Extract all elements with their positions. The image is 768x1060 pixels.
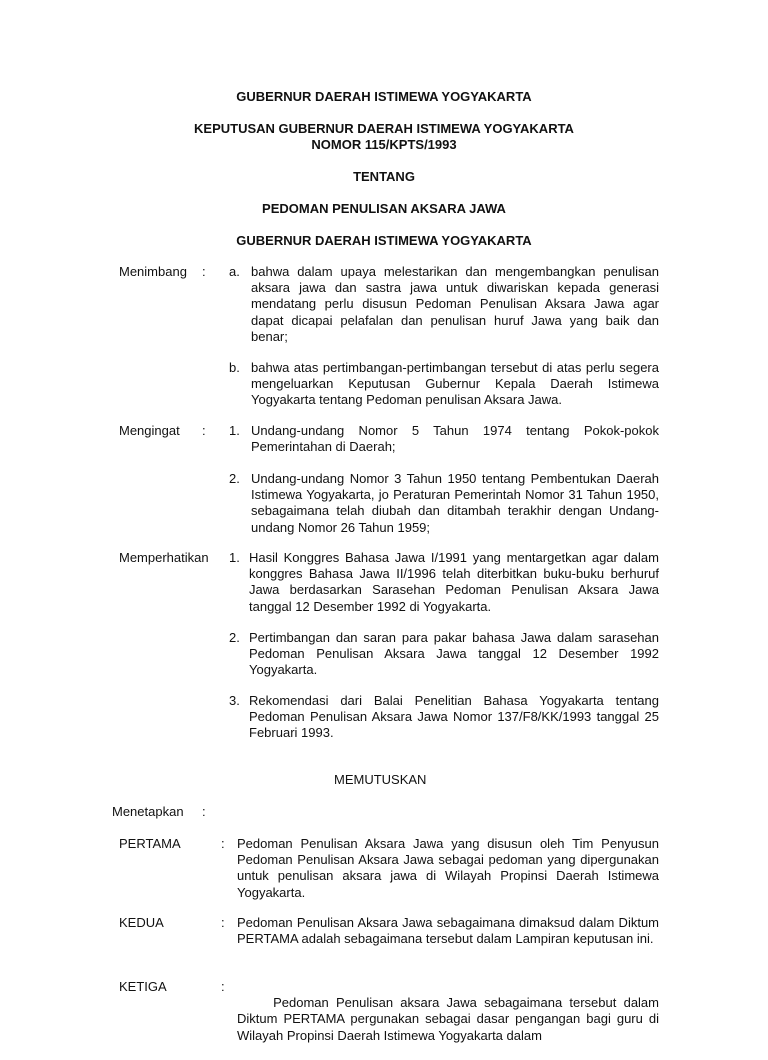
- diktum-label: KEDUA: [119, 915, 164, 930]
- about-heading: TENTANG: [353, 169, 415, 184]
- mengingat-label: Mengingat: [119, 423, 180, 438]
- diktum-label: PERTAMA: [119, 836, 181, 851]
- diktum-text: [231, 979, 663, 1060]
- menimbang-item-text: bahwa atas pertimbangan-pertimbangan tersebut di atas perlu segera mengeluarkan Keputusan Gubernur Kepala Daerah Istimewa Yogyakarta tentang Pedoman penulisan Aksara Jawa.: [251, 360, 659, 408]
- header-title: GUBERNUR DAERAH ISTIMEWA YOGYAKARTA: [236, 89, 532, 104]
- memperhatikan-item-marker: 3.: [229, 693, 240, 708]
- diktum-colon: :: [221, 836, 225, 851]
- diktum-text-content: Pedoman Penulisan aksara Jawa sebagaimana tersebut dalam Diktum PERTAMA pergunakan sebagai dasar pengangan bagi guru di Wilayah Propinsi Daerah Istimewa Yogyakarta dalam: [237, 995, 663, 1043]
- mengingat-item-marker: 1.: [229, 423, 240, 438]
- menimbang-label: Menimbang: [119, 264, 187, 279]
- diktum-text: [231, 836, 659, 901]
- diktum-colon: :: [221, 915, 225, 930]
- diktum-colon: :: [221, 979, 225, 994]
- subject-heading: PEDOMAN PENULISAN AKSARA JAWA: [262, 201, 506, 216]
- menetapkan-label: Menetapkan: [112, 804, 184, 819]
- mengingat-colon: :: [202, 423, 206, 438]
- menimbang-colon: :: [202, 264, 206, 279]
- memperhatikan-label: Memperhatikan: [119, 550, 209, 565]
- mengingat-item-marker: 2.: [229, 471, 240, 486]
- issuer-heading: GUBERNUR DAERAH ISTIMEWA YOGYAKARTA: [236, 233, 532, 248]
- menetapkan-colon: :: [202, 804, 206, 819]
- memperhatikan-item-text: Hasil Konggres Bahasa Jawa I/1991 yang mentargetkan agar dalam konggres Bahasa Jawa II/1996 telah diterbitkan buku-buku berhuruf Jawa berdasarkan Sarasehan Pedoman Penulisan Aksara Jawa tanggal 12 Desember 1992 di Yogyakarta.: [249, 550, 659, 614]
- memperhatikan-item-marker: 2.: [229, 630, 240, 645]
- mengingat-item-text: Undang-undang Nomor 5 Tahun 1974 tentang Pokok-pokok Pemerintahan di Daerah;: [251, 423, 659, 455]
- menimbang-item-text: bahwa dalam upaya melestarikan dan mengembangkan penulisan aksara jawa dan sastra jawa untuk diwariskan kepada generasi mendatang perlu disusun Pedoman Penulisan Aksara Jawa agar dapat dicapai pelafalan dan penulisan huruf Jawa yang baik dan benar;: [251, 264, 659, 344]
- diktum-text: [231, 915, 659, 947]
- mengingat-item-text: Undang-undang Nomor 3 Tahun 1950 tentang Pembentukan Daerah Istimewa Yogyakarta, jo Peraturan Pemerintah Nomor 31 Tahun 1950, sebagaimana telah diubah dan ditambah terakhir dengan Undang-undang Nomor 26 Tahun 1959;: [251, 471, 659, 535]
- menimbang-item-marker: b.: [229, 360, 240, 375]
- decree-title-line1: KEPUTUSAN GUBERNUR DAERAH ISTIMEWA YOGYAKARTA: [194, 121, 574, 136]
- diktum-text-content: Pedoman Penulisan Aksara Jawa sebagaimana dimaksud dalam Diktum PERTAMA adalah sebagaimana tersebut dalam Lampiran keputusan ini.: [237, 915, 659, 947]
- menimbang-item-marker: a.: [229, 264, 240, 279]
- memperhatikan-item-text: Pertimbangan dan saran para pakar bahasa Jawa dalam sarasehan Pedoman Penulisan Aksara Jawa tanggal 12 Desember 1992 Yogyakarta.: [249, 630, 659, 678]
- diktum-label: KETIGA: [119, 979, 167, 994]
- diktum-text-content: Pedoman Penulisan Aksara Jawa yang disusun oleh Tim Penyusun Pedoman Penulisan Aksara Jawa sebagai pedoman yang dipergunakan untuk penulisan aksara jawa di Wilayah Propinsi Daerah Istimewa Yogyakarta.: [237, 836, 659, 900]
- memutuskan-heading: MEMUTUSKAN: [334, 772, 427, 787]
- memperhatikan-item-text: Rekomendasi dari Balai Penelitian Bahasa Yogyakarta tentang Pedoman Penulisan Aksara Jawa Nomor 137/F8/KK/1993 tanggal 25 Februari 1993.: [249, 693, 659, 741]
- memperhatikan-item-marker: 1.: [229, 550, 240, 565]
- decree-number: NOMOR 115/KPTS/1993: [311, 137, 457, 152]
